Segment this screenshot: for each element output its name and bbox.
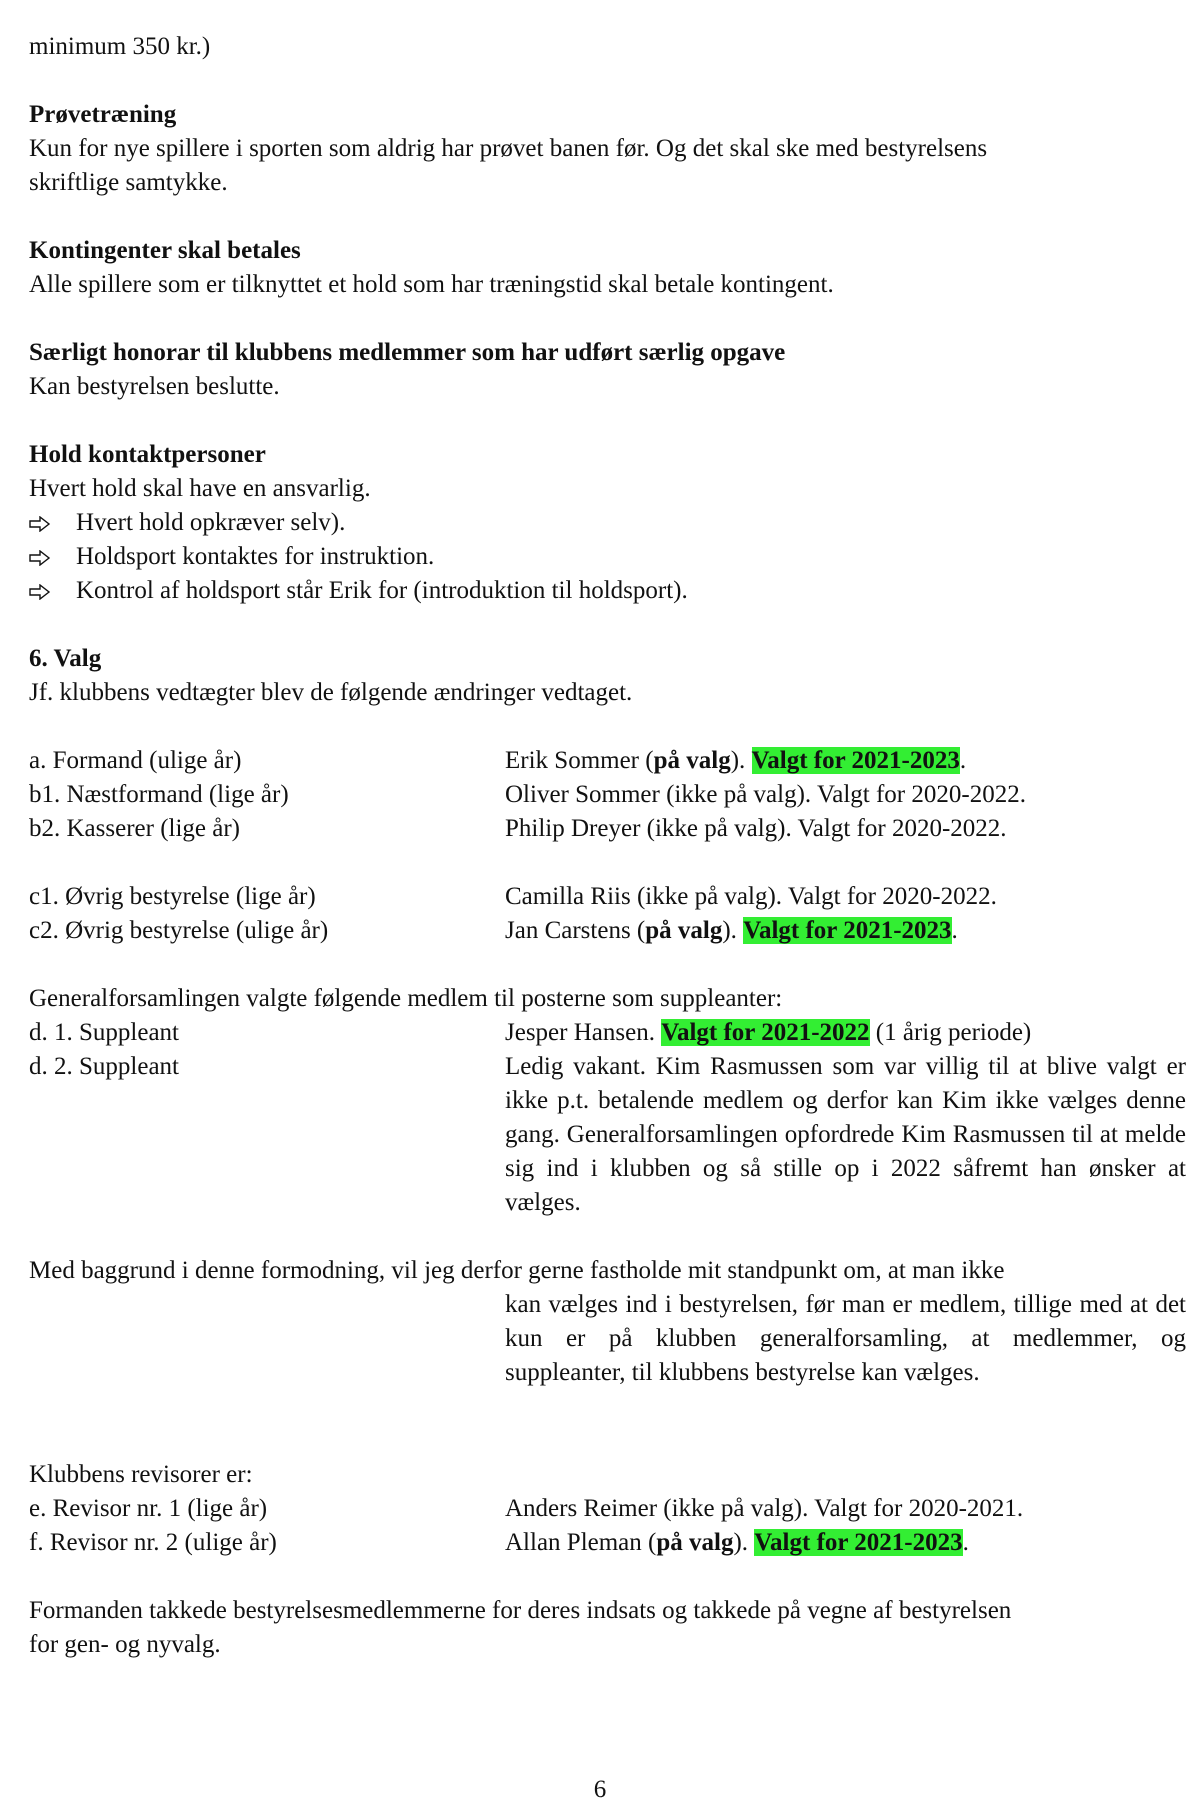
bullet-item	[29, 540, 1184, 574]
closing-line: Formanden takkede bestyrelsesmedlemmerne for deres indsats og takkede på vegne af bestyrelsen	[29, 1597, 1012, 1624]
election-row-oevrig-1	[29, 880, 1184, 914]
closing-line: for gen- og nyvalg.	[29, 1631, 221, 1658]
heading-honorar: Særligt honorar til klubbens medlemmer som har udført særlig opgave	[29, 339, 786, 366]
heading-valg: 6. Valg	[29, 645, 102, 672]
position-label: a. Formand (ulige år)	[29, 747, 242, 774]
paragraph-line: skriftlige samtykke.	[29, 169, 228, 196]
statement-rest: kan vælges ind i bestyrelsen, før man er medlem, tillige med at det kun er på klubben generalforsamling, at medlemmer, og suppleanter, til klubbens bestyrelse kan vælges.	[505, 1291, 1186, 1386]
suppleant-2-text: Ledig vakant. Kim Rasmussen som var villig til at blive valgt er ikke p.t. betalende medlem og derfor kan Kim ikke vælges denne gang. Generalforsamlingen opfordrede Kim Rasmussen til at melde sig ind i klubben og så stille op i 2022 såfremt han ønsker at vælges.	[505, 1053, 1186, 1216]
election-row-naestformand	[29, 778, 1184, 812]
election-result: Anders Reimer (ikke på valg). Valgt for 2020-2021.	[505, 1495, 1024, 1522]
election-row-suppleant-1	[29, 1016, 1184, 1050]
election-row-kasserer	[29, 812, 1184, 846]
election-row-formand	[29, 744, 1184, 778]
paragraph-line: Alle spillere som er tilknyttet et hold som har træningstid skal betale kontingent.	[29, 271, 834, 298]
election-row-oevrig-2	[29, 914, 1184, 948]
election-result: Philip Dreyer (ikke på valg). Valgt for 2020-2022.	[505, 815, 1007, 842]
position-label: f. Revisor nr. 2 (ulige år)	[29, 1529, 277, 1556]
highlighted-term: Valgt for 2021-2023	[751, 747, 960, 774]
position-label: c1. Øvrig bestyrelse (lige år)	[29, 883, 316, 910]
bullet-item	[29, 506, 1184, 540]
paragraph-line: Kun for nye spillere i sporten som aldrig har prøvet banen før. Og det skal ske med bestyrelsens	[29, 135, 988, 162]
suppleanter-intro: Generalforsamlingen valgte følgende medlem til posterne som suppleanter:	[29, 985, 783, 1012]
election-result: Jesper Hansen. Valgt for 2021-2022 (1 årig periode)	[505, 1019, 1032, 1046]
election-result: Allan Pleman (på valg). Valgt for 2021-2023.	[505, 1529, 969, 1556]
election-result: Jan Carstens (på valg). Valgt for 2021-2023.	[505, 917, 958, 944]
bullet-text: Hvert hold opkræver selv).	[76, 509, 346, 536]
outline-right-arrow-icon	[29, 574, 76, 608]
position-label: e. Revisor nr. 1 (lige år)	[29, 1495, 268, 1522]
position-label: b2. Kasserer (lige år)	[29, 815, 241, 842]
revisorer-intro: Klubbens revisorer er:	[29, 1461, 253, 1488]
statement-continued	[29, 1288, 1184, 1424]
election-result: Erik Sommer (på valg). Valgt for 2021-2023.	[505, 747, 967, 774]
election-row-suppleant-2	[29, 1050, 1184, 1220]
highlighted-term: Valgt for 2021-2022	[661, 1019, 870, 1046]
heading-proevetraening: Prøvetræning	[29, 101, 177, 128]
intro-tail: minimum 350 kr.)	[29, 33, 211, 60]
election-row-revisor-1	[29, 1492, 1184, 1526]
heading-kontingent: Kontingenter skal betales	[29, 237, 301, 264]
paragraph-line: Hvert hold skal have en ansvarlig.	[29, 475, 371, 502]
election-result: Camilla Riis (ikke på valg). Valgt for 2020-2022.	[505, 883, 997, 910]
page-number: 6	[593, 1776, 607, 1803]
election-result: Oliver Sommer (ikke på valg). Valgt for 2020-2022.	[505, 781, 1026, 808]
outline-right-arrow-icon	[29, 506, 76, 540]
highlighted-term: Valgt for 2021-2023	[743, 917, 952, 944]
statement-first-line: Med baggrund i denne formodning, vil jeg derfor gerne fastholde mit standpunkt om, at man ikke	[29, 1257, 1005, 1284]
document-body	[29, 30, 1184, 1662]
highlighted-term: Valgt for 2021-2023	[754, 1529, 963, 1556]
election-row-revisor-2	[29, 1526, 1184, 1560]
outline-right-arrow-icon	[29, 540, 76, 574]
position-label: d. 1. Suppleant	[29, 1019, 179, 1046]
bullet-text: Holdsport kontaktes for instruktion.	[76, 543, 435, 570]
bullet-item	[29, 574, 1184, 608]
position-label: c2. Øvrig bestyrelse (ulige år)	[29, 917, 329, 944]
paragraph-line: Kan bestyrelsen beslutte.	[29, 373, 280, 400]
position-label: b1. Næstformand (lige år)	[29, 781, 289, 808]
paragraph-line: Jf. klubbens vedtægter blev de følgende ændringer vedtaget.	[29, 679, 633, 706]
position-label: d. 2. Suppleant	[29, 1053, 179, 1080]
heading-hold-kontaktpersoner: Hold kontaktpersoner	[29, 441, 266, 468]
bullet-text: Kontrol af holdsport står Erik for (introduktion til holdsport).	[76, 577, 688, 604]
